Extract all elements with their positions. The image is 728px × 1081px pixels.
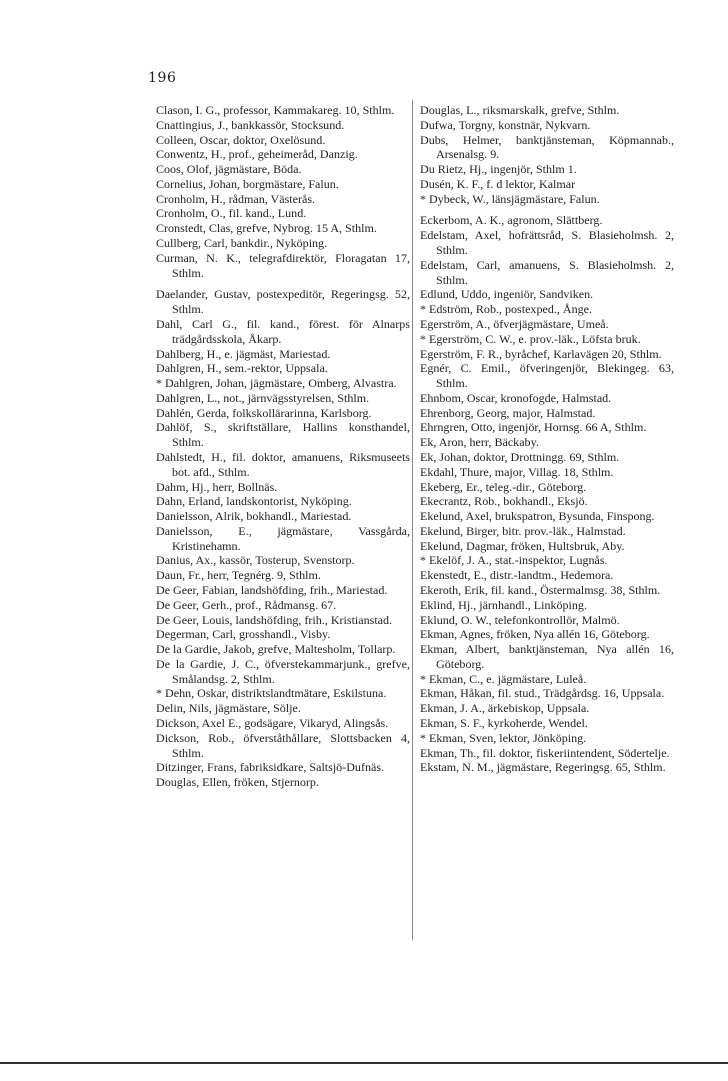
directory-entry: * Ekelöf, J. A., stat.-inspektor, Lugnås.: [420, 553, 608, 568]
directory-entry: Ekenstedt, E., distr.-landtm., Hedemora.: [420, 568, 614, 583]
column-divider: [412, 100, 413, 940]
directory-entry: Egerström, A., öfverjägmästare, Umeå.: [420, 316, 609, 331]
directory-entry: Eklind, Hj., järnhandl., Linköping.: [420, 597, 587, 612]
directory-entry: Edelstam, Carl, amanuens, S. Blasieholmsh. 2, Sthlm.: [420, 257, 674, 287]
directory-entry: Cronholm, O., fil. kand., Lund.: [156, 206, 307, 221]
directory-entry: * Edström, Rob., postexped., Ånge.: [420, 302, 592, 317]
directory-entry: Cornelius, Johan, borgmästare, Falun.: [156, 176, 339, 191]
directory-entry: Dahm, Hj., herr, Bollnäs.: [156, 479, 278, 494]
directory-entry: Dahlgren, L., not., järnvägsstyrelsen, Sthlm.: [156, 390, 370, 405]
directory-entry: * Dehn, Oskar, distriktslandtmätare, Eskilstuna.: [156, 686, 387, 701]
bottom-rule: [0, 1062, 728, 1064]
directory-entry: Degerman, Carl, grosshandl., Visby.: [156, 627, 331, 642]
directory-entry: De Geer, Gerh., prof., Rådmansg. 67.: [156, 597, 337, 612]
directory-entry: Ditzinger, Frans, fabriksidkare, Saltsjö-Dufnäs.: [156, 760, 385, 775]
directory-entry: Ekman, S. F., kyrkoherde, Wendel.: [420, 716, 588, 731]
directory-entry: De Geer, Louis, landshöfding, frih., Kristianstad.: [156, 612, 393, 627]
directory-entry: Cronstedt, Clas, grefve, Nybrog. 15 A, Sthlm.: [156, 221, 377, 236]
directory-entry: Conwentz, H., prof., geheimeråd, Danzig.: [156, 147, 358, 162]
directory-entry: Egerström, F. R., byråchef, Karlavägen 20, Sthlm.: [420, 346, 662, 361]
directory-entry: * Dybeck, W., länsjägmästare, Falun.: [420, 191, 600, 206]
right-column: [420, 103, 674, 775]
page-number: 196: [148, 70, 177, 86]
directory-entry: Ehnbom, Oscar, kronofogde, Halmstad.: [420, 390, 612, 405]
directory-entry: Coos, Olof, jägmästare, Böda.: [156, 162, 302, 177]
directory-entry: Dahl, Carl G., fil. kand., förest. för Alnarps trädgårdsskola, Åkarp.: [156, 316, 410, 346]
directory-entry: De Geer, Fabian, landshöfding, frih., Mariestad.: [156, 583, 388, 597]
directory-entry: De la Gardie, Jakob, grefve, Maltesholm, Tollarp.: [156, 642, 396, 657]
directory-entry: Eckerbom, A. K., agronom, Slättberg.: [420, 213, 603, 228]
directory-entry: Ekstam, N. M., jägmästare, Regeringsg. 65, Sthlm.: [420, 760, 666, 775]
directory-entry: Dahlberg, H., e. jägmäst, Mariestad.: [156, 346, 331, 361]
directory-entry: Danielsson, E., jägmästare, Vassgårda, Kristinehamn.: [156, 523, 410, 553]
directory-entry: Dufwa, Torgny, konstnär, Nykvarn.: [420, 117, 591, 132]
directory-entry: Dahlén, Gerda, folkskollärarinna, Karlsborg.: [156, 405, 372, 420]
directory-entry: Dahlgren, H., sem.-rektor, Uppsala.: [156, 361, 328, 376]
directory-entry: Ehrngren, Otto, ingenjör, Hornsg. 66 A, Sthlm.: [420, 420, 647, 435]
directory-entry: Clason, I. G., professor, Kammakareg. 10, Sthlm.: [156, 103, 395, 117]
directory-entry: Dahlöf, S., skriftställare, Hallins konsthandel, Sthlm.: [156, 420, 410, 450]
directory-entry: * Ekman, C., e. jägmästare, Luleå.: [420, 671, 587, 686]
directory-entry: Danius, Ax., kassör, Tosterup, Svenstorp.: [156, 553, 355, 568]
directory-entry: De la Gardie, J. C., öfverstekammarjunk., grefve, Smålandsg. 2, Sthlm.: [156, 656, 410, 686]
directory-entry: Ekelund, Birger, bitr. prov.-läk., Halmstad.: [420, 523, 626, 538]
directory-entry: * Egerström, C. W., e. prov.-läk., Löfsta bruk.: [420, 331, 641, 346]
directory-entry: Dusén, K. F., f. d lektor, Kalmar: [420, 176, 576, 191]
directory-entry: Ekman, Agnes, fröken, Nya allén 16, Göteborg.: [420, 627, 650, 642]
directory-entry: Dahn, Erland, landskontorist, Nyköping.: [156, 494, 352, 509]
directory-entry: Cullberg, Carl, bankdir., Nyköping.: [156, 236, 328, 251]
directory-entry: Douglas, Ellen, fröken, Stjernorp.: [156, 775, 319, 790]
directory-entry: Ek, Aron, herr, Bäckaby.: [420, 435, 539, 450]
directory-entry: Egnér, C. Emil., öfveringenjör, Blekingeg. 63, Sthlm.: [420, 361, 674, 391]
directory-entry: Colleen, Oscar, doktor, Oxelösund.: [156, 132, 326, 147]
directory-entry: Cnattingius, J., bankkassör, Stocksund.: [156, 117, 345, 132]
directory-entry: Dahlstedt, H., fil. doktor, amanuens, Riksmuseets bot. afd., Sthlm.: [156, 449, 410, 479]
directory-entry: Ekman, Albert, banktjänsteman, Nya allén 16, Göteborg.: [420, 642, 674, 671]
directory-entry: * Ekman, Sven, lektor, Jönköping.: [420, 730, 587, 745]
left-column: [156, 103, 410, 790]
directory-entry: Ekeberg, Er., teleg.-dir., Göteborg.: [420, 479, 587, 494]
directory-entry: Du Rietz, Hj., ingenjör, Sthlm 1.: [420, 162, 577, 177]
directory-entry: Daun, Fr., herr, Tegnérg. 9, Sthlm.: [156, 568, 321, 583]
directory-entry: Danielsson, Alrik, bokhandl., Mariestad.: [156, 509, 352, 524]
directory-entry: Dubs, Helmer, banktjänsteman, Köpmannab., Arsenalsg. 9.: [420, 132, 674, 162]
directory-entry: Ekeroth, Erik, fil. kand., Östermalmsg. 38, Sthlm.: [420, 583, 661, 597]
directory-entry: Ekdahl, Thure, major, Villag. 18, Sthlm.: [420, 464, 614, 479]
directory-entry: Edlund, Uddo, ingeniör, Sandviken.: [420, 287, 594, 302]
directory-entry: Ekman, Håkan, fil. stud., Trädgårdsg. 16, Uppsala.: [420, 686, 665, 701]
directory-entry: Ekman, J. A., ärkebiskop, Uppsala.: [420, 701, 590, 716]
directory-entry: Edelstam, Axel, hofrättsråd, S. Blasieholmsh. 2, Sthlm.: [420, 228, 674, 258]
directory-entry: Ekman, Th., fil. doktor, fiskeriintendent, Södertelje.: [420, 745, 670, 760]
directory-entry: Ek, Johan, doktor, Drottningg. 69, Sthlm.: [420, 449, 620, 464]
directory-entry: Curman, N. K., telegrafdirektör, Floragatan 17, Sthlm.: [156, 250, 410, 280]
directory-entry: Eklund, O. W., telefonkontrollör, Malmö.: [420, 612, 620, 627]
directory-entry: Dickson, Axel E., godsägare, Vikaryd, Alingsås.: [156, 716, 389, 731]
directory-entry: Dickson, Rob., öfverståthållare, Slottsbacken 4, Sthlm.: [156, 730, 410, 760]
directory-entry: Ekelund, Axel, brukspatron, Bysunda, Finspong.: [420, 509, 655, 524]
directory-entry: Ekecrantz, Rob., bokhandl., Eksjö.: [420, 494, 588, 509]
directory-entry: Delin, Nils, jägmästare, Sölje.: [156, 701, 301, 716]
directory-entry: Daelander, Gustav, postexpeditör, Regeringsg. 52, Sthlm.: [156, 287, 410, 317]
directory-entry: Douglas, L., riksmarskalk, grefve, Sthlm.: [420, 103, 620, 117]
directory-entry: Ehrenborg, Georg, major, Halmstad.: [420, 405, 596, 420]
directory-entry: Cronholm, H., rådman, Västerås.: [156, 191, 316, 206]
directory-entry: Ekelund, Dagmar, fröken, Hultsbruk, Aby.: [420, 538, 625, 553]
directory-entry: * Dahlgren, Johan, jägmästare, Omberg, Alvastra.: [156, 376, 397, 391]
